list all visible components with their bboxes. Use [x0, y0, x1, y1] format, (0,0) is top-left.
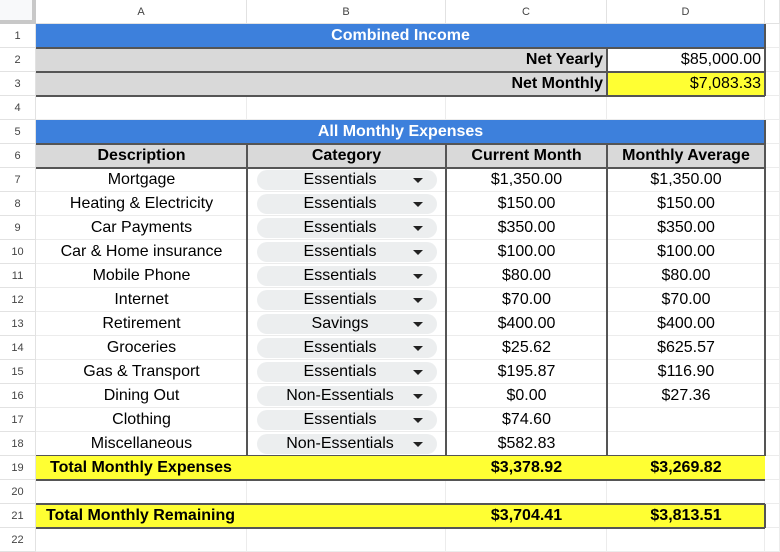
dropdown-caret-icon[interactable] — [413, 250, 423, 255]
expense-description[interactable]: Dining Out — [103, 387, 180, 404]
expense-description[interactable]: Mobile Phone — [92, 267, 191, 284]
grid-cell[interactable] — [765, 408, 780, 432]
dropdown-caret-icon[interactable] — [413, 202, 423, 207]
column-header-c[interactable]: C — [446, 0, 607, 24]
row-header-20[interactable]: 20 — [0, 480, 36, 504]
category-value: Non-Essentials — [286, 387, 394, 404]
row-header-13[interactable]: 13 — [0, 312, 36, 336]
grid-cell[interactable] — [765, 264, 780, 288]
grid-cell[interactable] — [765, 96, 780, 120]
dropdown-caret-icon[interactable] — [413, 370, 423, 375]
current-month-value[interactable]: $582.83 — [497, 435, 556, 452]
row-header-21[interactable]: 21 — [0, 504, 36, 528]
column-title-category[interactable]: Category — [247, 144, 446, 168]
border — [36, 167, 765, 169]
category-dropdown[interactable] — [257, 242, 437, 262]
expense-description[interactable]: Car & Home insurance — [60, 243, 223, 260]
category-dropdown[interactable] — [257, 362, 437, 382]
border — [764, 120, 766, 456]
grid-cell[interactable] — [765, 432, 780, 456]
grid-cell[interactable] — [36, 480, 247, 504]
expense-description[interactable]: Heating & Electricity — [69, 195, 214, 212]
current-month-value[interactable]: $74.60 — [502, 411, 551, 428]
monthly-average-value[interactable] — [607, 432, 765, 456]
net-yearly-value[interactable]: $85,000.00 — [680, 51, 761, 68]
row-header-4[interactable]: 4 — [0, 96, 36, 120]
grid-cell[interactable] — [765, 24, 780, 48]
grid-cell[interactable] — [607, 96, 765, 120]
category-dropdown[interactable] — [257, 266, 437, 286]
border — [445, 144, 447, 456]
row-header-1[interactable]: 1 — [0, 24, 36, 48]
row-header-6[interactable]: 6 — [0, 144, 36, 168]
monthly-average-value[interactable]: $116.90 — [657, 363, 715, 380]
grid-cell[interactable] — [36, 528, 247, 552]
dropdown-caret-icon[interactable] — [413, 226, 423, 231]
total-remaining-average[interactable]: $3,813.51 — [607, 504, 765, 528]
expenses-title-cell[interactable]: All Monthly Expenses — [36, 120, 765, 144]
border — [246, 144, 248, 456]
border — [764, 24, 766, 96]
row-header-15[interactable]: 15 — [0, 360, 36, 384]
select-all-corner[interactable] — [0, 0, 36, 24]
grid-cell[interactable] — [765, 144, 780, 168]
border — [36, 143, 765, 145]
grid-cell[interactable] — [765, 360, 780, 384]
current-month-value[interactable]: $70.00 — [502, 291, 551, 308]
category-value: Essentials — [303, 339, 377, 356]
grid-cell[interactable] — [607, 528, 765, 552]
column-header-e[interactable] — [765, 0, 780, 24]
dropdown-caret-icon[interactable] — [413, 298, 423, 303]
category-dropdown[interactable] — [257, 290, 437, 310]
current-month-value[interactable]: $25.62 — [502, 339, 551, 356]
monthly-average-value[interactable]: $625.57 — [657, 339, 715, 356]
dropdown-caret-icon[interactable] — [413, 442, 423, 447]
net-yearly-label[interactable]: Net Yearly — [36, 48, 607, 72]
category-value: Non-Essentials — [286, 435, 394, 452]
row-header-16[interactable]: 16 — [0, 384, 36, 408]
grid-cell[interactable] — [765, 504, 780, 528]
category-value: Savings — [311, 315, 369, 332]
row-header-12[interactable]: 12 — [0, 288, 36, 312]
current-month-value[interactable]: $100.00 — [497, 243, 556, 260]
total-remaining-label[interactable]: Total Monthly Remaining — [36, 504, 446, 528]
category-value: Essentials — [303, 411, 377, 428]
monthly-average-value[interactable]: $350.00 — [657, 219, 715, 236]
grid-cell[interactable] — [765, 192, 780, 216]
grid-cell[interactable] — [765, 168, 780, 192]
column-header-d[interactable]: D — [607, 0, 765, 24]
grid-cell[interactable] — [765, 312, 780, 336]
net-monthly-label[interactable]: Net Monthly — [36, 72, 607, 96]
row-header-22[interactable]: 22 — [0, 528, 36, 552]
grid-cell[interactable] — [765, 384, 780, 408]
row-header-11[interactable]: 11 — [0, 264, 36, 288]
grid-cell[interactable] — [765, 456, 780, 480]
monthly-average-value[interactable]: $150.00 — [657, 195, 715, 212]
border — [764, 504, 766, 528]
category-value: Essentials — [303, 195, 377, 212]
grid-cell[interactable] — [446, 480, 607, 504]
column-header-b[interactable]: B — [247, 0, 446, 24]
row-header-8[interactable]: 8 — [0, 192, 36, 216]
monthly-average-value[interactable]: $400.00 — [657, 315, 715, 332]
monthly-average-value[interactable]: $70.00 — [661, 291, 711, 308]
border — [36, 479, 765, 481]
category-value: Essentials — [303, 291, 377, 308]
row-header-5[interactable]: 5 — [0, 120, 36, 144]
column-header-a[interactable]: A — [36, 0, 247, 24]
border — [36, 71, 765, 73]
current-month-value[interactable]: $350.00 — [497, 219, 556, 236]
grid-cell[interactable] — [765, 336, 780, 360]
column-title-description[interactable]: Description — [36, 144, 247, 168]
category-dropdown[interactable] — [257, 170, 437, 190]
grid-cell[interactable] — [446, 96, 607, 120]
category-value: Essentials — [303, 243, 377, 260]
expense-description[interactable]: Miscellaneous — [90, 435, 193, 452]
current-month-value[interactable]: $0.00 — [506, 387, 547, 404]
total-remaining-current[interactable]: $3,704.41 — [446, 504, 607, 528]
border — [36, 503, 765, 505]
dropdown-caret-icon[interactable] — [413, 274, 423, 279]
grid-cell[interactable] — [247, 480, 446, 504]
monthly-average-value[interactable]: $1,350.00 — [650, 171, 722, 188]
category-dropdown[interactable] — [257, 386, 437, 406]
grid-cell[interactable] — [247, 528, 446, 552]
category-dropdown[interactable] — [257, 218, 437, 238]
category-value: Essentials — [303, 267, 377, 284]
grid-cell[interactable] — [446, 528, 607, 552]
category-value: Essentials — [303, 363, 377, 380]
expense-description[interactable]: Clothing — [112, 411, 171, 428]
dropdown-caret-icon[interactable] — [413, 394, 423, 399]
expense-description[interactable]: Mortgage — [107, 171, 176, 188]
grid-cell[interactable] — [765, 480, 780, 504]
category-dropdown[interactable] — [257, 194, 437, 214]
grid-cell[interactable] — [765, 72, 780, 96]
grid-cell[interactable] — [607, 480, 765, 504]
border — [606, 144, 608, 456]
category-dropdown[interactable] — [257, 338, 437, 358]
expense-description[interactable]: Gas & Transport — [83, 363, 200, 380]
monthly-average-value[interactable] — [607, 408, 765, 432]
current-month-value[interactable]: $195.87 — [497, 363, 556, 380]
category-dropdown[interactable] — [257, 434, 437, 454]
column-title-current-month[interactable]: Current Month — [446, 144, 607, 168]
column-title-monthly-average[interactable]: Monthly Average — [607, 144, 765, 168]
total-expenses-average[interactable]: $3,269.82 — [607, 456, 765, 480]
row-header-7[interactable]: 7 — [0, 168, 36, 192]
category-dropdown[interactable] — [257, 314, 437, 334]
dropdown-caret-icon[interactable] — [413, 418, 423, 423]
row-header-14[interactable]: 14 — [0, 336, 36, 360]
dropdown-caret-icon[interactable] — [413, 178, 423, 183]
dropdown-caret-icon[interactable] — [413, 322, 423, 327]
category-value: Essentials — [303, 219, 377, 236]
row-header-18[interactable]: 18 — [0, 432, 36, 456]
current-month-value[interactable]: $80.00 — [502, 267, 551, 284]
grid-cell[interactable] — [765, 120, 780, 144]
row-header-10[interactable]: 10 — [0, 240, 36, 264]
grid-cell[interactable] — [765, 288, 780, 312]
current-month-value[interactable]: $400.00 — [497, 315, 556, 332]
grid-cell[interactable] — [765, 528, 780, 552]
border — [36, 95, 765, 97]
grid-cell[interactable] — [765, 240, 780, 264]
border — [36, 47, 765, 49]
row-header-17[interactable]: 17 — [0, 408, 36, 432]
row-header-2[interactable]: 2 — [0, 48, 36, 72]
total-expenses-label[interactable]: Total Monthly Expenses — [36, 456, 446, 480]
grid-cell[interactable] — [765, 48, 780, 72]
expense-description[interactable]: Car Payments — [90, 219, 193, 236]
border — [606, 48, 608, 96]
monthly-average-value[interactable]: $100.00 — [657, 243, 715, 260]
grid-cell[interactable] — [36, 96, 247, 120]
expense-description[interactable]: Internet — [114, 291, 169, 308]
current-month-value[interactable]: $150.00 — [497, 195, 556, 212]
net-monthly-value[interactable]: $7,083.33 — [607, 72, 765, 96]
monthly-average-value[interactable]: $27.36 — [661, 387, 711, 404]
row-header-19[interactable]: 19 — [0, 456, 36, 480]
total-expenses-current[interactable]: $3,378.92 — [446, 456, 607, 480]
category-value: Essentials — [303, 171, 377, 188]
dropdown-caret-icon[interactable] — [413, 346, 423, 351]
row-header-3[interactable]: 3 — [0, 72, 36, 96]
border — [36, 527, 765, 529]
grid-cell[interactable] — [247, 96, 446, 120]
monthly-average-value[interactable]: $80.00 — [661, 267, 711, 284]
grid-cell[interactable] — [765, 216, 780, 240]
expense-description[interactable]: Groceries — [106, 339, 177, 356]
current-month-value[interactable]: $1,350.00 — [490, 171, 563, 188]
row-header-9[interactable]: 9 — [0, 216, 36, 240]
income-title-cell[interactable]: Combined Income — [36, 24, 765, 48]
category-dropdown[interactable] — [257, 410, 437, 430]
expense-description[interactable]: Retirement — [102, 315, 181, 332]
